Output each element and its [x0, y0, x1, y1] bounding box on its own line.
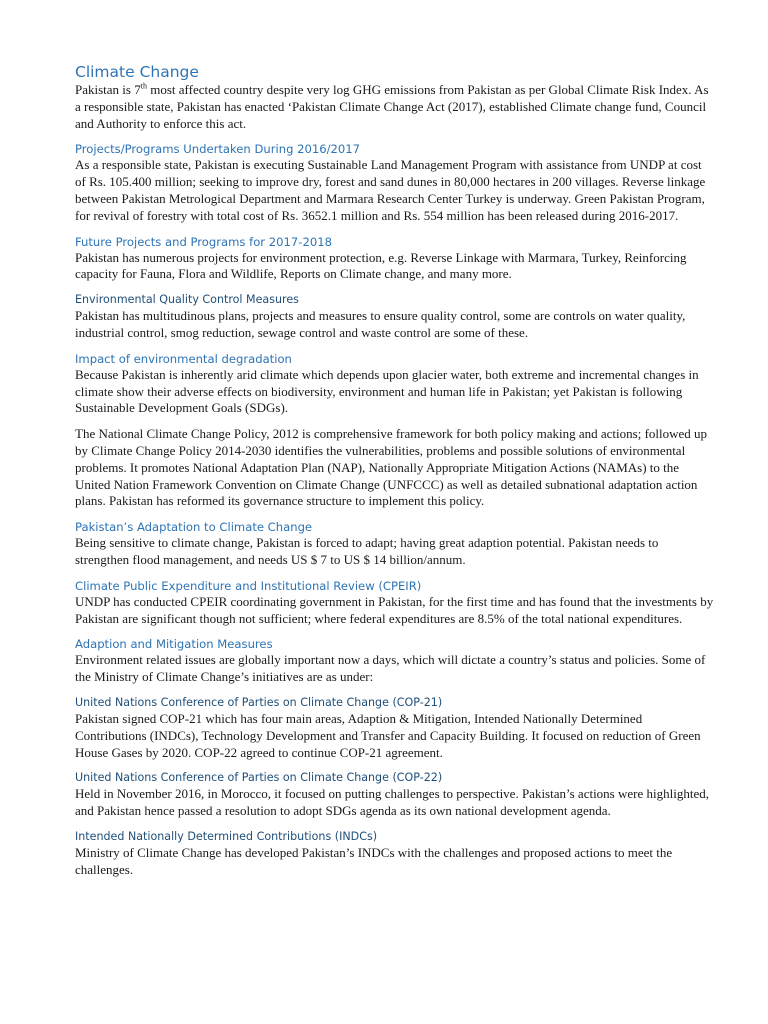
section-paragraph: Pakistan has numerous projects for environment protection, e.g. Reverse Linkage with Marmara, Turkey, Reinforcing capacity for Fauna, Flora and Wildlife, Reports on Climate change, and many more. — [75, 249, 687, 282]
section-paragraph: UNDP has conducted CPEIR coordinating government in Pakistan, for the first time and has found that the investments by Pakistan are significant though not sufficient; where federal expenditures are 8.5% of the total national expenditures. — [75, 593, 714, 626]
subsection-heading: United Nations Conference of Parties on Climate Change (COP-22) — [75, 771, 443, 785]
section-quality-control — [75, 292, 715, 342]
section-projects-2016 — [75, 141, 715, 224]
intro-superscript: th — [140, 81, 147, 91]
subsection-paragraph: Pakistan signed COP-21 which has four main areas, Adaption & Mitigation, Intended Nationally Determined Contributions (INDCs), Technology Development and Transfer and Capacity Building. It focused on reduction of Green House Gases by 2020. COP-22 agreed to continue COP-21 agreement. — [75, 710, 701, 760]
subsection-paragraph: Ministry of Climate Change has developed Pakistan’s INDCs with the challenges and proposed actions to meet the challenges. — [75, 844, 673, 877]
section-paragraph: The National Climate Change Policy, 2012 is comprehensive framework for both policy making and actions; followed up by Climate Change Policy 2014-2030 identifies the vulnerabilities, problems and possible solutions of environmental problems. It promotes National Adaptation Plan (NAP), Nationally Appropriate Mitigation Actions (NAMAs) to the United Nation Framework Convention on Climate Change (UNFCCC) as well as detailed subnational adaptation action plans. Pakistan has reformed its governance structure to implement this policy. — [75, 426, 708, 509]
section-heading: Pakistan’s Adaptation to Climate Change — [75, 520, 313, 535]
intro-section — [75, 82, 715, 132]
section-heading: Adaption and Mitigation Measures — [75, 637, 273, 652]
section-heading: Climate Public Expenditure and Institutional Review (CPEIR) — [75, 578, 422, 593]
section-paragraph: Pakistan has multitudinous plans, projects and measures to ensure quality control, some are controls on water quality, industrial control, smog reduction, sewage control and waste control are some of these. — [75, 308, 686, 340]
section-heading: Projects/Programs Undertaken During 2016/2017 — [75, 142, 361, 157]
subsection-paragraph: Held in November 2016, in Morocco, it focused on putting challenges to perspective. Pakistan’s actions were highlighted, and Pakistan hence passed a resolution to adopt SDGs agenda as its own national development agenda. — [75, 786, 709, 819]
section-cpeir — [75, 578, 715, 628]
subsection-indcs — [75, 829, 715, 879]
section-paragraph: As a responsible state, Pakistan is executing Sustainable Land Management Program with assistance from UNDP at cost of Rs. 105.400 million; seeking to improve dry, forest and sand dunes in 80,000 hectares in 200 villages. Reverse linkage between Pakistan Metrological Department and Marmara Research Center Turkey is underway. Green Pakistan Program, for revival of forestry with total cost of Rs. 3652.1 million and Rs. 554 million has been released during 2016-2017. — [75, 157, 706, 223]
intro-text-start: Pakistan is 7 — [75, 82, 141, 97]
subsection-cop22 — [75, 770, 715, 820]
page-title: Climate Change — [75, 63, 199, 81]
section-heading: Environmental Quality Control Measures — [75, 293, 299, 307]
intro-paragraph — [75, 82, 715, 132]
section-heading: Future Projects and Programs for 2017-2018 — [75, 234, 332, 249]
section-future-projects — [75, 234, 715, 284]
section-adaptation — [75, 519, 715, 569]
subsection-heading: United Nations Conference of Parties on Climate Change (COP-21) — [75, 695, 443, 709]
section-paragraph: Environment related issues are globally important now a days, which will dictate a country’s status and policies. Some of the Ministry of Climate Change’s initiatives are as under: — [75, 652, 706, 685]
section-adaption-mitigation — [75, 636, 715, 686]
intro-text-rest: most affected country despite very log GHG emissions from Pakistan as per Global Climate Risk Index. As a responsible state, Pakistan has enacted ‘Pakistan Climate Change Act (2017), established Climate change fund, Council and Authority to enforce this act. — [75, 82, 709, 131]
section-heading: Impact of environmental degradation — [75, 351, 292, 366]
subsection-heading: Intended Nationally Determined Contributions (INDCs) — [75, 829, 378, 843]
section-paragraph: Being sensitive to climate change, Pakistan is forced to adapt; having great adaption potential. Pakistan needs to strengthen flood management, and needs US $ 7 to US $ 14 billion/annum. — [75, 535, 659, 567]
section-impact-degradation — [75, 351, 715, 510]
subsection-cop21 — [75, 695, 715, 761]
document-page — [75, 58, 715, 888]
section-paragraph: Because Pakistan is inherently arid climate which depends upon glacier water, both extreme and incremental changes in climate show their adverse effects on biodiversity, environment and human life in Pakistan; yet Pakistan is following Sustainable Development Goals (SDGs). — [75, 366, 699, 416]
